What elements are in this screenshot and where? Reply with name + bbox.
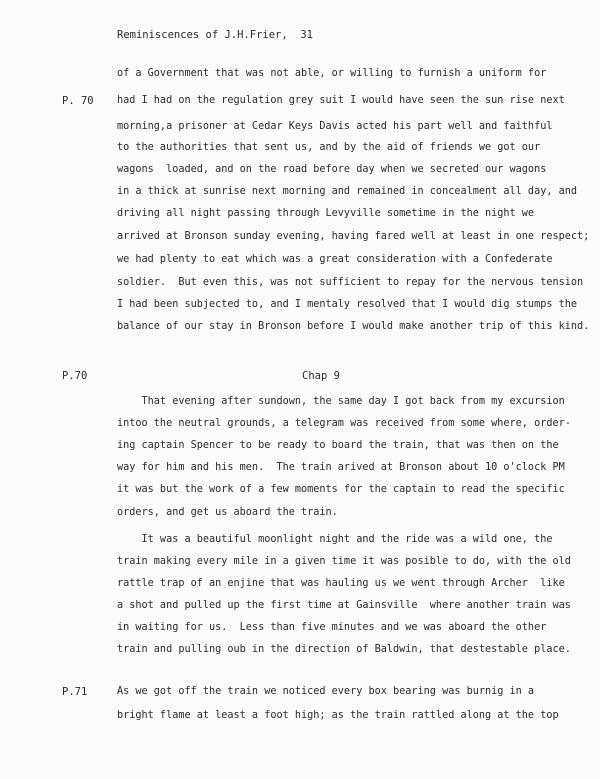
text-line: bright flame at least a foot high; as the train rattled along at the top <box>117 710 559 721</box>
chapter-heading: Chap 9 <box>302 370 340 382</box>
text-line: orders, and get us aboard the train. <box>117 507 338 518</box>
text-line: rattle trap of an enjine that was hauling us we went through Archer like <box>117 578 565 589</box>
margin-note-p70-chap: P.70 <box>62 370 88 382</box>
text-line: intoo the neutral grounds, a telegram was received from some where, order- <box>117 418 571 429</box>
text-line: balance of our stay in Bronson before I would make another trip of this kind. <box>117 321 590 332</box>
text-line: It was a beautiful moonlight night and the ride was a wild one, the <box>117 534 553 545</box>
text-line: soldier. But even this, was not sufficient to repay for the nervous tension <box>117 277 584 288</box>
text-line: to the authorities that sent us, and by the aid of friends we got our <box>117 142 541 153</box>
text-line: As we got off the train we noticed every box bearing was burnig in a <box>117 686 535 697</box>
text-line: we had plenty to eat which was a great consideration with a Confederate <box>117 254 553 265</box>
text-line: train making every mile in a given time it was posible to do, with the old <box>117 556 571 567</box>
text-line: of a Government that was not able, or willing to furnish a uniform for <box>117 68 547 79</box>
text-line: morning,a prisoner at Cedar Keys Davis acted his part well and faithful <box>117 121 553 132</box>
text-line: way for him and his men. The train arived at Bronson about 10 o'clock PM <box>117 462 565 473</box>
text-line: I had been subjected to, and I mentaly resolved that I would dig stumps the <box>117 299 578 310</box>
text-line: train and pulling oub in the direction of Baldwin, that destestable place. <box>117 644 571 655</box>
text-line: in waiting for us. Less than five minutes and we was aboard the other <box>117 622 547 633</box>
text-line: it was but the work of a few moments for the captain to read the specific <box>117 484 565 495</box>
text-line: had I had on the regulation grey suit I would have seen the sun rise next <box>117 95 565 106</box>
text-line: in a thick at sunrise next morning and remained in concealment all day, and <box>117 186 578 197</box>
text-line: a shot and pulled up the first time at Gainsville where another train was <box>117 600 571 611</box>
margin-note-p70: P. 70 <box>62 95 94 107</box>
margin-note-p71: P.71 <box>62 686 88 698</box>
page-header: Reminiscences of J.H.Frier, 31 <box>117 29 313 41</box>
text-line: wagons loaded, and on the road before day when we secreted our wagons <box>117 164 547 175</box>
text-line: ing captain Spencer to be ready to board the train, that was then on the <box>117 440 559 451</box>
text-line: That evening after sundown, the same day I got back from my excursion <box>117 396 565 407</box>
text-line: driving all night passing through Levyville sometime in the night we <box>117 208 535 219</box>
text-line: arrived at Bronson sunday evening, having fared well at least in one respect; <box>117 231 590 242</box>
